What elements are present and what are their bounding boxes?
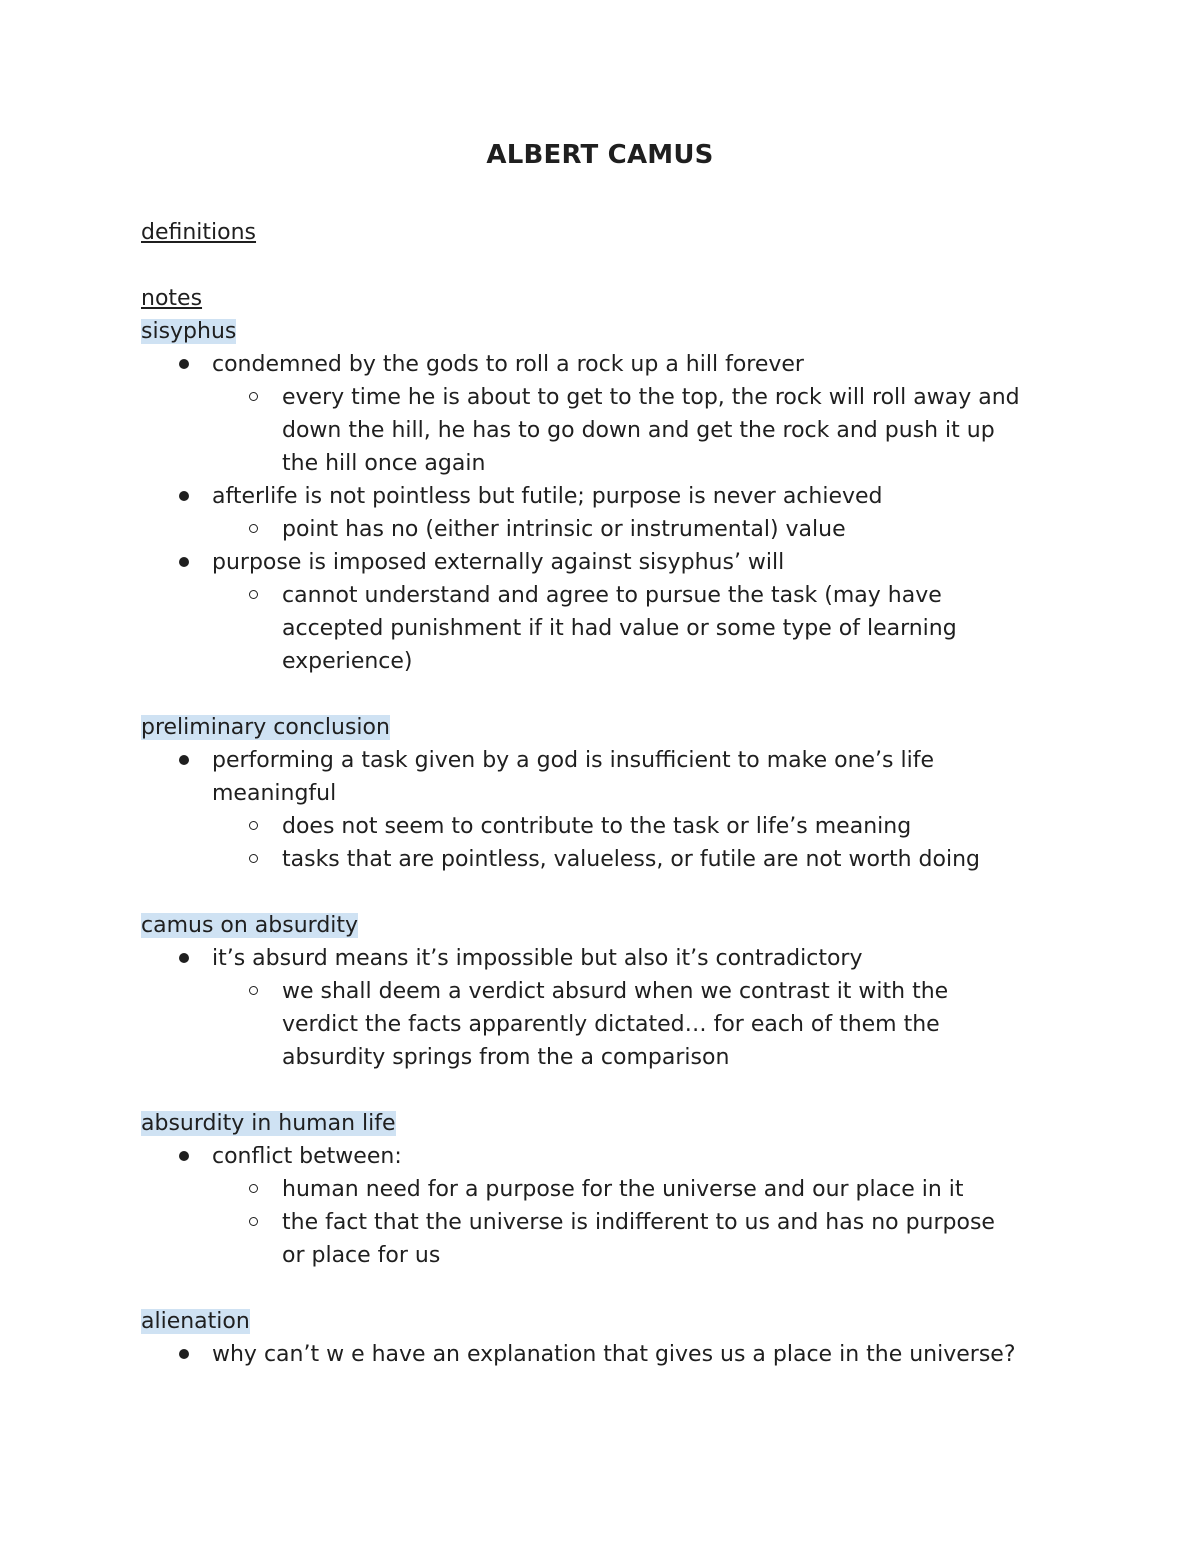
bullet-icon <box>179 1349 189 1359</box>
bullet-icon <box>179 953 189 963</box>
sub-list-item: human need for a purpose for the universe and our place in it <box>141 1173 1081 1206</box>
bullet-icon <box>179 1151 189 1161</box>
document-body <box>141 216 1081 1371</box>
list-item: performing a task given by a god is insufficient to make one’s life meaningful <box>141 744 1081 810</box>
page-title: ALBERT CAMUS <box>486 140 714 170</box>
section-heading-absurdity-in-human-life: absurdity in human life <box>141 1111 396 1136</box>
list-item: afterlife is not pointless but futile; purpose is never achieved <box>141 480 1081 513</box>
list-item: condemned by the gods to roll a rock up a hill forever <box>141 348 1081 381</box>
sub-list-item: point has no (either intrinsic or instrumental) value <box>141 513 1081 546</box>
hollow-bullet-icon <box>249 590 258 599</box>
hollow-bullet-icon <box>249 986 258 995</box>
sub-list-item: does not seem to contribute to the task or life’s meaning <box>141 810 1081 843</box>
sub-list-item: the fact that the universe is indifferent to us and has no purpose or place for us <box>141 1206 1081 1272</box>
section-heading-sisyphus: sisyphus <box>141 319 237 344</box>
hollow-bullet-icon <box>249 821 258 830</box>
bullet-icon <box>179 359 189 369</box>
sub-list-item: cannot understand and agree to pursue the task (may have accepted punishment if it had value or some type of learning experience) <box>141 579 1081 678</box>
list-item: conflict between: <box>141 1140 1081 1173</box>
definitions-heading: definitions <box>141 220 257 245</box>
section-heading-camus-on-absurdity: camus on absurdity <box>141 913 359 938</box>
hollow-bullet-icon <box>249 854 258 863</box>
list-item: purpose is imposed externally against sisyphus’ will <box>141 546 1081 579</box>
list-item: why can’t w e have an explanation that gives us a place in the universe? <box>141 1338 1081 1371</box>
sub-list-item: every time he is about to get to the top, the rock will roll away and down the hill, he has to go down and get the rock and push it up the hill once again <box>141 381 1081 480</box>
bullet-icon <box>179 557 189 567</box>
bullet-icon <box>179 491 189 501</box>
hollow-bullet-icon <box>249 524 258 533</box>
hollow-bullet-icon <box>249 1217 258 1226</box>
list-item: it’s absurd means it’s impossible but also it’s contradictory <box>141 942 1081 975</box>
sub-list-item: we shall deem a verdict absurd when we contrast it with the verdict the facts apparently dictated… for each of them the absurdity springs from the a comparison <box>141 975 1081 1074</box>
section-heading-preliminary-conclusion: preliminary conclusion <box>141 715 390 740</box>
hollow-bullet-icon <box>249 392 258 401</box>
section-heading-alienation: alienation <box>141 1309 250 1334</box>
bullet-icon <box>179 755 189 765</box>
sub-list-item: tasks that are pointless, valueless, or futile are not worth doing <box>141 843 1081 876</box>
hollow-bullet-icon <box>249 1184 258 1193</box>
notes-heading: notes <box>141 286 203 311</box>
